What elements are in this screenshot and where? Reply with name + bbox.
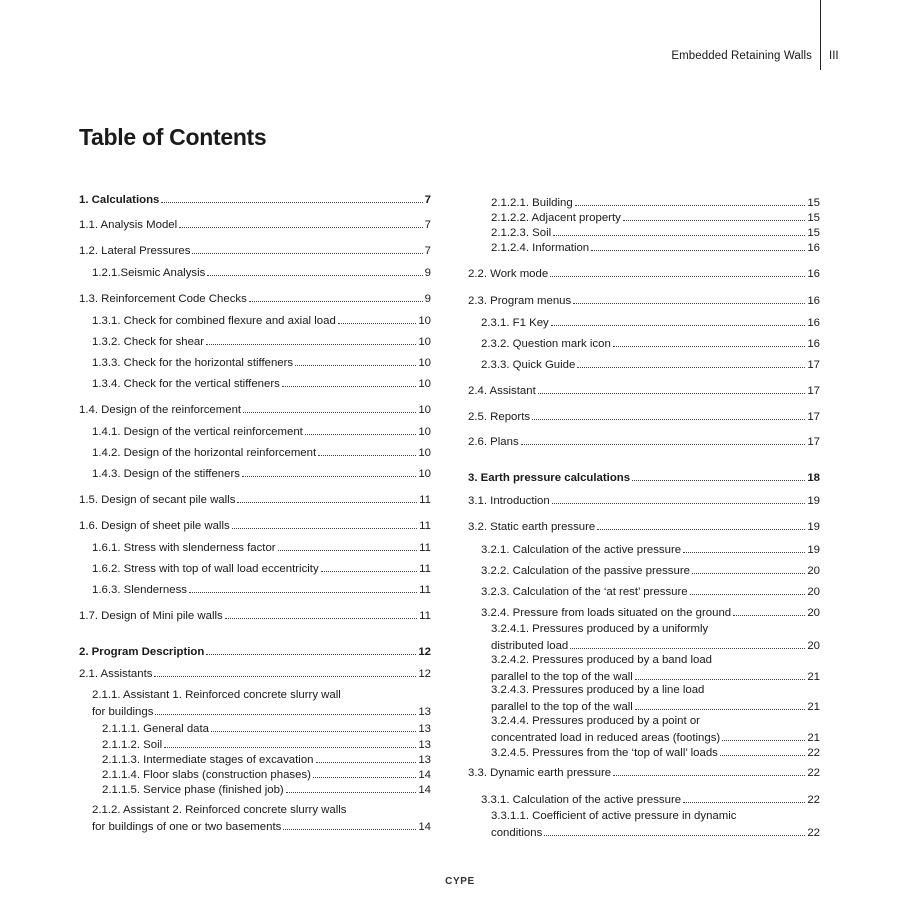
toc-entry-title: 2.1.1.4. Floor slabs (construction phases) <box>102 769 311 781</box>
toc-entry-title: 3.2. Static earth pressure <box>468 521 596 533</box>
dot-leader <box>635 669 805 680</box>
toc-entry-page: 10 <box>418 447 431 459</box>
toc-entry-title: 1.2.1.Seismic Analysis <box>92 267 206 279</box>
toc-entry-title: 2.6. Plans <box>468 436 519 448</box>
toc-entry-title: conditions <box>491 826 543 839</box>
toc-entry-title: 1.6.1. Stress with slenderness factor <box>92 542 276 554</box>
toc-entry-title: 1.3.2. Check for shear <box>92 336 205 348</box>
toc-entry-page: 15 <box>807 227 820 239</box>
toc-entry[interactable] <box>468 383 820 400</box>
toc-entry[interactable] <box>92 803 431 835</box>
dot-leader <box>575 195 806 206</box>
toc-entry-title: distributed load <box>491 639 569 652</box>
toc-entry-title: 1.2. Lateral Pressures <box>79 245 191 257</box>
toc-entry-title: 2.3.1. F1 Key <box>481 317 549 329</box>
dot-leader <box>321 561 418 572</box>
toc-entry-page: 19 <box>807 544 820 556</box>
toc-entry-title: 2.3.2. Question mark icon <box>481 338 611 350</box>
toc-entry[interactable] <box>468 470 820 487</box>
toc-entry-page: 16 <box>807 317 820 329</box>
toc-entry-title: 1.3.1. Check for combined flexure and axial load <box>92 315 336 327</box>
toc-entry-title: 2.1.1.1. General data <box>102 723 210 735</box>
toc-entry-page: 10 <box>418 378 431 390</box>
toc-entry-title: 3.3. Dynamic earth pressure <box>468 767 612 779</box>
toc-entry-title: 2.1.1. Assistant 1. Reinforced concrete slurry wall <box>92 689 341 701</box>
toc-entry-page: 22 <box>807 794 820 806</box>
dot-leader <box>550 266 805 277</box>
toc-entry-page: 10 <box>418 468 431 480</box>
toc-entry-page: 7 <box>424 219 431 231</box>
toc-entry[interactable] <box>468 434 820 451</box>
toc-entry-title: 3.2.4.2. Pressures produced by a band load <box>491 654 712 666</box>
toc-entry-page: 21 <box>807 670 820 683</box>
toc-entry[interactable] <box>79 608 431 625</box>
toc-entry-title: 2.1.2.4. Information <box>491 242 590 254</box>
toc-entry[interactable] <box>491 714 820 746</box>
toc-entry[interactable] <box>481 336 820 353</box>
toc-entry[interactable] <box>481 315 820 332</box>
toc-entry[interactable] <box>79 518 431 535</box>
dot-leader <box>551 315 806 326</box>
dot-leader <box>313 767 416 778</box>
toc-entry[interactable] <box>79 291 431 308</box>
dot-leader <box>635 699 805 710</box>
toc-entry-page: 11 <box>419 494 431 506</box>
dot-leader <box>591 240 805 251</box>
toc-entry[interactable] <box>92 466 431 483</box>
toc-entry-title: 3.2.1. Calculation of the active pressure <box>481 544 682 556</box>
dot-leader <box>243 402 416 413</box>
toc-entry-page: 13 <box>418 754 431 766</box>
toc-entry-title: parallel to the top of the wall <box>491 670 633 683</box>
toc-entry-page: 11 <box>419 610 431 622</box>
toc-entry-page: 14 <box>418 784 431 796</box>
toc-entry[interactable] <box>468 409 820 426</box>
dot-leader <box>211 721 416 732</box>
toc-entry[interactable] <box>481 792 820 809</box>
toc-entry[interactable] <box>92 445 431 462</box>
dot-leader <box>683 792 805 803</box>
dot-leader <box>249 291 423 302</box>
toc-entry[interactable] <box>491 240 820 257</box>
dot-leader <box>286 782 417 793</box>
dot-leader <box>577 357 805 368</box>
toc-entry-title: 3.2.4. Pressure from loads situated on the ground <box>481 607 732 619</box>
toc-entry-title: 3.1. Introduction <box>468 495 550 507</box>
toc-entry[interactable] <box>491 683 820 715</box>
toc-entry[interactable] <box>468 293 820 310</box>
toc-entry-page: 13 <box>418 723 431 735</box>
header-divider <box>820 0 821 70</box>
running-header-page-number: III <box>829 50 839 62</box>
toc-entry[interactable] <box>102 782 431 799</box>
toc-entry-title: 1.7. Design of Mini pile walls <box>79 610 223 622</box>
dot-leader <box>690 584 806 595</box>
dot-leader <box>282 376 417 387</box>
toc-entry-title: 2.5. Reports <box>468 411 531 423</box>
toc-entry-page: 10 <box>418 357 431 369</box>
toc-entry-page: 19 <box>807 495 820 507</box>
toc-entry-title: 3.2.4.1. Pressures produced by a uniformly <box>491 623 709 635</box>
toc-entry-page: 16 <box>807 338 820 350</box>
toc-entry[interactable] <box>79 243 431 260</box>
dot-leader <box>207 265 422 276</box>
toc-entry-page: 16 <box>807 268 820 280</box>
toc-entry-title: 3.2.4.4. Pressures produced by a point or <box>491 715 700 727</box>
toc-entry-page: 17 <box>807 436 820 448</box>
toc-entry-title: 3.2.3. Calculation of the ‘at rest’ pressure <box>481 586 688 598</box>
toc-entry[interactable] <box>92 355 431 372</box>
toc-entry-page: 10 <box>418 315 431 327</box>
dot-leader <box>278 540 418 551</box>
toc-entry-page: 10 <box>418 404 431 416</box>
toc-entry[interactable] <box>79 402 431 419</box>
dot-leader <box>237 492 417 503</box>
toc-entry-page: 10 <box>418 426 431 438</box>
toc-entry-page: 19 <box>807 521 820 533</box>
toc-entry-page: 17 <box>807 359 820 371</box>
toc-entry-page: 11 <box>419 520 431 532</box>
toc-entry[interactable] <box>481 563 820 580</box>
toc-entry[interactable] <box>79 666 431 683</box>
dot-leader <box>338 313 417 324</box>
dot-leader <box>161 192 422 203</box>
dot-leader <box>283 819 416 830</box>
toc-entry-page: 11 <box>419 563 431 575</box>
toc-entry[interactable] <box>92 424 431 441</box>
toc-entry-title: concentrated load in reduced areas (footings) <box>491 731 721 744</box>
toc-entry-page: 18 <box>807 472 820 484</box>
toc-entry[interactable] <box>491 653 820 685</box>
dot-leader <box>532 409 805 420</box>
toc-entry-title: 1.3.4. Check for the vertical stiffeners <box>92 378 280 390</box>
toc-entry-page: 10 <box>418 336 431 348</box>
toc-entry-title: 1.4.1. Design of the vertical reinforcement <box>92 426 303 438</box>
dot-leader <box>722 730 805 741</box>
dot-leader <box>544 825 805 836</box>
toc-entry-title: 1.3. Reinforcement Code Checks <box>79 293 247 305</box>
dot-leader <box>632 470 805 481</box>
toc-entry-title: 3.2.2. Calculation of the passive pressure <box>481 565 690 577</box>
toc-entry-title: 1.1. Analysis Model <box>79 219 178 231</box>
toc-entry-page: 11 <box>419 542 431 554</box>
dot-leader <box>225 608 417 619</box>
dot-leader <box>179 217 423 228</box>
toc-entry-title: 1.3.3. Check for the horizontal stiffeners <box>92 357 294 369</box>
toc-entry[interactable] <box>92 313 431 330</box>
toc-entry[interactable] <box>79 217 431 234</box>
toc-entry-title: 1.6.3. Slenderness <box>92 584 187 596</box>
toc-entry-title: 2.1. Assistants <box>79 668 153 680</box>
toc-entry[interactable] <box>92 561 431 578</box>
toc-entry[interactable] <box>481 542 820 559</box>
toc-entry[interactable] <box>79 192 431 209</box>
dot-leader <box>720 745 805 756</box>
toc-entry-page: 9 <box>424 293 431 305</box>
dot-leader <box>232 518 417 529</box>
dot-leader <box>570 638 805 649</box>
toc-entry-page: 12 <box>418 646 431 658</box>
toc-entry[interactable] <box>92 376 431 393</box>
toc-entry-page: 7 <box>424 245 431 257</box>
toc-entry-title: 3. Earth pressure calculations <box>468 472 631 484</box>
toc-entry[interactable] <box>468 765 820 782</box>
toc-entry[interactable] <box>92 265 431 282</box>
toc-entry-title: 1.6.2. Stress with top of wall load eccentricity <box>92 563 319 575</box>
dot-leader <box>552 493 806 504</box>
toc-entry[interactable] <box>481 584 820 601</box>
toc-entry-page: 14 <box>418 820 431 833</box>
toc-entry-page: 9 <box>424 267 431 279</box>
toc-entry-page: 21 <box>807 731 820 744</box>
dot-leader <box>295 355 416 366</box>
toc-entry-page: 20 <box>807 565 820 577</box>
toc-entry-title: 2.1.2.1. Building <box>491 197 573 209</box>
toc-entry[interactable] <box>92 688 431 720</box>
toc-entry-title: 1.4.2. Design of the horizontal reinforcement <box>92 447 317 459</box>
toc-entry[interactable] <box>491 809 820 841</box>
toc-entry-page: 20 <box>807 607 820 619</box>
toc-entry[interactable] <box>92 540 431 557</box>
toc-entry-page: 22 <box>807 747 820 759</box>
toc-entry-title: for buildings of one or two basements <box>92 820 282 833</box>
toc-entry-page: 17 <box>807 411 820 423</box>
toc-entry-page: 7 <box>424 194 431 206</box>
toc-entry-title: 2.1.1.5. Service phase (finished job) <box>102 784 284 796</box>
toc-entry-page: 12 <box>418 668 431 680</box>
toc-entry-title: 3.2.4.3. Pressures produced by a line load <box>491 684 705 696</box>
toc-entry[interactable] <box>92 334 431 351</box>
toc-entry[interactable] <box>468 266 820 283</box>
dot-leader <box>613 765 805 776</box>
toc-entry-title: 1.4. Design of the reinforcement <box>79 404 242 416</box>
page-title: Table of Contents <box>79 124 267 150</box>
toc-entry[interactable] <box>491 745 820 762</box>
dot-leader <box>613 336 806 347</box>
dot-leader <box>316 752 417 763</box>
toc-entry-page: 20 <box>807 586 820 598</box>
footer-brand: CYPE <box>445 876 475 887</box>
dot-leader <box>553 225 805 236</box>
dot-leader <box>242 466 416 477</box>
toc-entry[interactable] <box>79 492 431 509</box>
toc-entry[interactable] <box>481 357 820 374</box>
toc-entry-page: 13 <box>418 739 431 751</box>
toc-entry-title: 1. Calculations <box>79 194 160 206</box>
dot-leader <box>206 644 416 655</box>
toc-entry-title: 2.1.2.2. Adjacent property <box>491 212 621 224</box>
toc-entry-title: 2. Program Description <box>79 646 205 658</box>
toc-entry-title: parallel to the top of the wall <box>491 700 633 713</box>
toc-entry[interactable] <box>468 493 820 510</box>
dot-leader <box>154 666 416 677</box>
toc-entry-page: 16 <box>807 242 820 254</box>
toc-entry-page: 17 <box>807 385 820 397</box>
toc-entry-page: 16 <box>807 295 820 307</box>
toc-entry-title: 2.1.1.3. Intermediate stages of excavation <box>102 754 314 766</box>
toc-entry-title: 1.4.3. Design of the stiffeners <box>92 468 240 480</box>
dot-leader <box>318 445 416 456</box>
toc-entry-page: 21 <box>807 700 820 713</box>
toc-entry-page: 22 <box>807 826 820 839</box>
toc-entry-page: 20 <box>807 639 820 652</box>
dot-leader <box>733 605 805 616</box>
toc-entry-title: 2.3.3. Quick Guide <box>481 359 576 371</box>
toc-entry-page: 14 <box>418 769 431 781</box>
dot-leader <box>305 424 416 435</box>
dot-leader <box>189 582 417 593</box>
toc-entry-page: 15 <box>807 197 820 209</box>
toc-entry-title: 3.3.1.1. Coefficient of active pressure in dynamic <box>491 810 737 822</box>
dot-leader <box>521 434 806 445</box>
toc-entry[interactable] <box>102 721 431 738</box>
toc-entry-page: 11 <box>419 584 431 596</box>
toc-entry-title: 1.5. Design of secant pile walls <box>79 494 236 506</box>
dot-leader <box>155 704 416 715</box>
toc-entry-title: 3.3.1. Calculation of the active pressure <box>481 794 682 806</box>
toc-entry-title: 2.2. Work mode <box>468 268 549 280</box>
toc-entry[interactable] <box>92 582 431 599</box>
toc-entry-title: 1.6. Design of sheet pile walls <box>79 520 230 532</box>
toc-entry-title: 2.1.1.2. Soil <box>102 739 163 751</box>
dot-leader <box>538 383 806 394</box>
dot-leader <box>623 210 806 221</box>
dot-leader <box>192 243 422 254</box>
dot-leader <box>206 334 416 345</box>
running-header-title: Embedded Retaining Walls <box>671 50 812 62</box>
toc-entry-title: 2.4. Assistant <box>468 385 536 397</box>
toc-entry-title: 2.3. Program menus <box>468 295 572 307</box>
toc-entry-title: 2.1.2.3. Soil <box>491 227 552 239</box>
toc-entry-page: 22 <box>807 767 820 779</box>
toc-entry[interactable] <box>481 605 820 622</box>
dot-leader <box>683 542 805 553</box>
dot-leader <box>692 563 805 574</box>
toc-entry-title: for buildings <box>92 705 154 718</box>
toc-entry[interactable] <box>468 519 820 536</box>
toc-entry-title: 3.2.4.5. Pressures from the ‘top of wall’ loads <box>491 747 718 759</box>
dot-leader <box>597 519 805 530</box>
toc-entry-title: 2.1.2. Assistant 2. Reinforced concrete slurry walls <box>92 804 347 816</box>
dot-leader <box>164 737 416 748</box>
toc-entry[interactable] <box>491 622 820 654</box>
toc-entry[interactable] <box>79 644 431 661</box>
toc-entry-page: 13 <box>418 705 431 718</box>
dot-leader <box>573 293 805 304</box>
toc-entry-page: 15 <box>807 212 820 224</box>
